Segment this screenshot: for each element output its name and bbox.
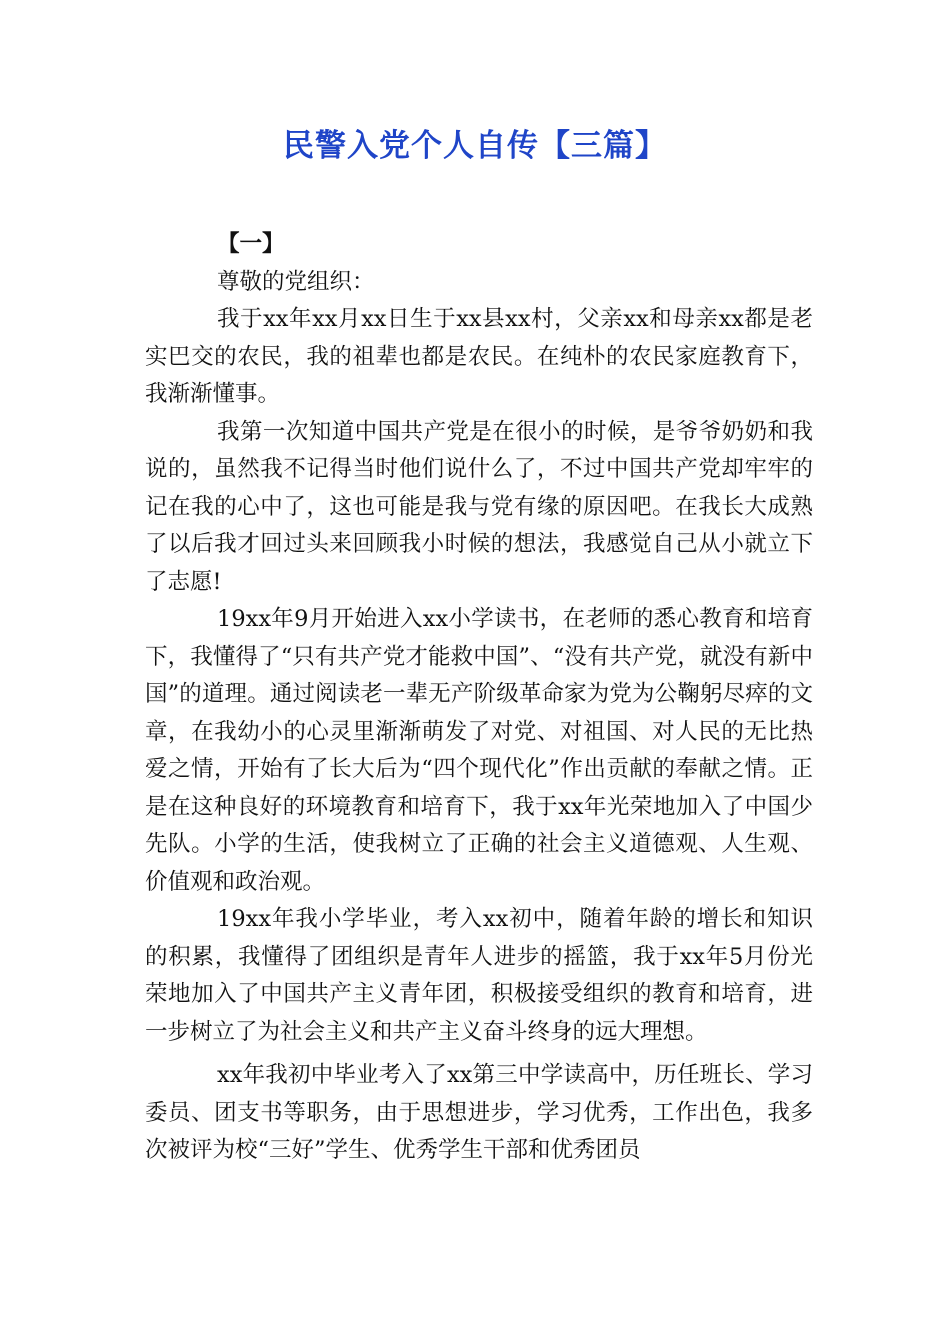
section-heading: 【一】 [217, 231, 285, 257]
paragraph-middle-school: 19xx年我小学毕业，考入xx初中，随着年龄的增长和知识的积累，我懂得了团组织是青年人进步的摇篮，我于xx年5月份光荣地加入了中国共产主义青年团，积极接受组织的教育和培育，进一步树立了为社会主义和共产主义奋斗终身的远大理想。 [145, 906, 813, 1045]
paragraph-high-school: xx年我初中毕业考入了xx第三中学读高中，历任班长、学习委员、团支书等职务，由于思想进步，学习优秀，工作出色，我多次被评为校“三好”学生、优秀学生干部和优秀团员 [145, 1062, 813, 1163]
salutation: 尊敬的党组织： [217, 268, 375, 295]
paragraph-birth: 我于xx年xx月xx日生于xx县xx村，父亲xx和母亲xx都是老实巴交的农民，我的祖辈也都是农民。在纯朴的农民家庭教育下，我渐渐懂事。 [145, 306, 813, 407]
document-title: 民警入党个人自传【三篇】 [283, 128, 667, 164]
document-body [145, 226, 813, 1170]
paragraph-childhood: 我第一次知道中国共产党是在很小的时候，是爷爷奶奶和我说的，虽然我不记得当时他们说什么了，不过中国共产党却牢牢的记在我的心中了，这也可能是我与党有缘的原因吧。在我长大成熟了以后我才回过头来回顾我小时候的想法，我感觉自己从小就立下了志愿! [145, 418, 813, 595]
paragraph-primary-school: 19xx年9月开始进入xx小学读书，在老师的悉心教育和培育下，我懂得了“只有共产党才能救中国”、“没有共产党，就没有新中国”的道理。通过阅读老一辈无产阶级革命家为党为公鞠躬尽瘁的文章，在我幼小的心灵里渐渐萌发了对党、对祖国、对人民的无比热爱之情，开始有了长大后为“四个现代化”作出贡献的奉献之情。正是在这种良好的环境教育和培育下，我于xx年光荣地加入了中国少先队。小学的生活，使我树立了正确的社会主义道德观、人生观、价值观和政治观。 [145, 606, 813, 895]
